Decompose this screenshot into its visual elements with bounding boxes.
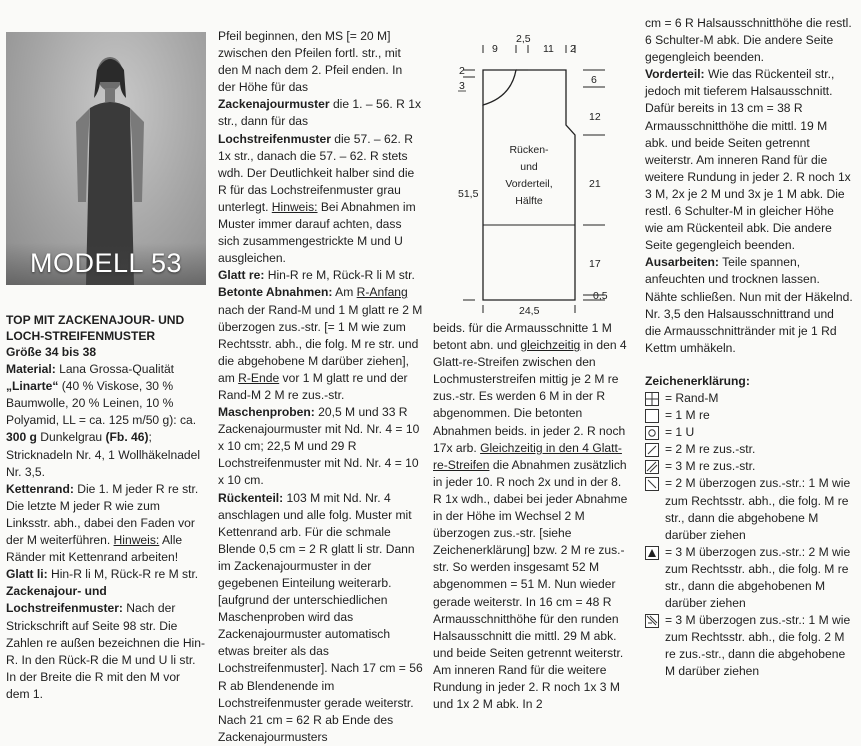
material-quantity: 300 g xyxy=(6,430,37,445)
three-m-ueberzogen-b-icon xyxy=(645,614,659,628)
armausschnitt-paragraph xyxy=(433,320,633,713)
text-run: Pfeil beginnen, den MS [= 20 M] zwischen den Pfeilen fortl. str., mit den M nach dem 2. Pfeil enden. In der Höhe für das xyxy=(218,29,403,95)
text-run: die Abnahmen zusätzlich in jeder 10. R noch 2x und in der 8. R 1x wdh., dabei bei jeder Abnahme in der Höhe im Wechsel 2 M überzogen zus.-str. [siehe Zeichenerklärung] bzw. 2 M re zus.-str. So werden insgesamt 52 M abgenommen = 51 M. Nun wieder gerade weiterstr. In 16 cm = 48 R Armausschnitthöhe für den runden Halsausschnitt die mittl. 29 M abk. und beide Seiten getrennt weiterstr. Am inneren Rand für die weitere Rundung in jeder 2. R noch 1x 3 M und 1x 2 M abk. In 2 xyxy=(433,457,628,712)
vorderteil-paragraph xyxy=(645,66,853,254)
gleichzeitig-glatt-re-term: Gleichzeitig in den 4 Glatt-re-Streifen xyxy=(433,440,622,472)
kettenrand-label: Kettenrand: xyxy=(6,481,74,496)
glatt-li-text: Hin-R li M, Rück-R re M str. xyxy=(47,567,199,582)
r-anfang-term: R-Anfang xyxy=(356,285,408,300)
legend-item xyxy=(645,441,853,458)
glatt-li-label: Glatt li: xyxy=(6,567,48,582)
legend-text: = 1 M re xyxy=(665,408,710,423)
legend-item xyxy=(645,424,853,441)
dim-right-6: 6 xyxy=(591,74,597,86)
three-m-re-zus-icon xyxy=(645,460,659,474)
column-3 xyxy=(433,320,633,713)
model-caption: MODELL 53 xyxy=(6,243,206,285)
column-4 xyxy=(645,15,853,681)
dim-top-11: 11 xyxy=(543,43,554,55)
gleichzeitig-term: gleichzeitig xyxy=(520,338,581,353)
material-label: Material: xyxy=(6,362,56,377)
three-m-ueberzogen-a-icon xyxy=(645,546,659,560)
text-run: vor 1 M glatt re und der Rand-M 2 M re zus.-str. xyxy=(218,370,408,402)
text-run: die 1. – 56. R 1x str., dann für das xyxy=(218,97,422,129)
symbol-legend xyxy=(645,373,853,681)
pattern-sizes: Größe 34 bis 38 xyxy=(6,345,97,359)
dim-right-12: 12 xyxy=(589,111,601,123)
halsausschnitt-paragraph: cm = 6 R Halsausschnitthöhe die restl. 6 Schulter-M abk. Die andere Seite gegengleich beenden. xyxy=(645,16,852,65)
legend-text: = 2 M überzogen zus.-str.: 1 M wie zum Rechtsstr. abh., die folg. M re str., dann die abgehobene M darüber ziehen xyxy=(665,476,851,542)
legend-item xyxy=(645,612,853,680)
ausarbeiten-text: Teile spannen, anfeuchten und trocknen lassen. Nähte schließen. Nun mit der Häkelnd. Nr. 3,5 den Halsausschnittrand und die Armausschnittränder mit je 1 Rd Kettm umhäkeln. xyxy=(645,255,853,355)
hinweis-label: Hinweis: xyxy=(113,533,160,548)
schematic-label-2: und xyxy=(520,161,538,173)
rueckenteil-label: Rückenteil: xyxy=(218,490,284,505)
legend-text: = 3 M überzogen zus.-str.: 1 M wie zum Rechtsstr. abh., die folg. 2 M re zus.-str., dann die abgehobene M darüber ziehen xyxy=(665,613,851,679)
two-m-ueberzogen-icon xyxy=(645,477,659,491)
garment-schematic xyxy=(433,25,633,320)
legend-item xyxy=(645,544,853,612)
vorderteil-text: Wie das Rückenteil str., jedoch mit tieferem Halsausschnitt. Dafür bereits in 13 cm = 38 R Armausschnitthöhe die mittl. 19 M abk. und beide Seiten getrennt weiterstr. Am inneren Rand für die weitere Rundung in jeder 2. R noch 1x 3 M, 2x je 2 M und 3x je 1 M abk. Die restl. 6 Schulter-M in gleicher Höhe wie am Rückenteil abk. Die andere Seite gegengleich beenden. xyxy=(645,67,851,253)
vorderteil-label: Vorderteil: xyxy=(645,67,705,82)
betonte-abnahmen-paragraph xyxy=(218,284,423,404)
rueckenteil-paragraph xyxy=(218,490,423,746)
glatt-re-text: Hin-R re M, Rück-R li M str. xyxy=(264,268,415,283)
material-text: Lana Grossa-Qualität xyxy=(55,362,175,377)
schematic-label-1: Rücken- xyxy=(509,144,549,156)
zackenajour-paragraph xyxy=(6,583,206,703)
betonte-abnahmen-label: Betonte Abnahmen: xyxy=(218,285,333,300)
kettenrand-paragraph xyxy=(6,481,206,566)
two-m-re-zus-icon xyxy=(645,443,659,457)
pattern-continued-paragraph xyxy=(218,28,423,267)
maschenproben-paragraph xyxy=(218,404,423,489)
material-color-number: (Fb. 46) xyxy=(105,430,149,445)
pattern-title: TOP MIT ZACKENAJOUR- UND LOCH-STREIFENMUSTER xyxy=(6,313,185,343)
legend-text: = 3 M re zus.-str. xyxy=(665,459,756,474)
dim-right-0-5: 0,5 xyxy=(593,290,608,302)
dim-left-2: 2 xyxy=(459,65,465,77)
dim-top-9: 9 xyxy=(492,43,498,55)
maschenproben-text: 20,5 M und 33 R Zackenajourmuster mit Nd. Nr. 4 = 10 x 10 cm; 22,5 M und 29 R Lochstreifenmuster mit Nd. Nr. 4 = 10 x 10 cm. xyxy=(218,405,420,488)
dim-right-21: 21 xyxy=(589,178,601,190)
text-run: Bei Abnahmen im Muster immer darauf achten, dass sich zusammengestrickte M und U ausgleichen. xyxy=(218,199,416,266)
kettenrand-text: Die 1. M jeder R re str. Die letzte M jeder R wie zum Linksstr. abh., dabei den Faden vor der M weiterführen. xyxy=(6,481,199,548)
maschenproben-label: Maschenproben: xyxy=(218,405,315,420)
material-text: Dunkelgrau xyxy=(36,430,106,445)
legend-item xyxy=(645,458,853,475)
legend-text: = Rand-M xyxy=(665,390,719,405)
legend-text: = 1 U xyxy=(665,425,695,440)
model-photo xyxy=(6,32,206,285)
text-run: beids. für die Armausschnitte 1 M betont abn. und xyxy=(433,321,612,353)
schematic-label-4: Hälfte xyxy=(515,195,543,207)
zackenajour-text: Nach der Strickschrift auf Seite 98 str. Die Zahlen re außen bezeichnen die Hin-R. In den Rück-R die M und U li str. In der Breite die R mit den M vor dem 1. xyxy=(6,601,205,701)
legend-text: = 3 M überzogen zus.-str.: 2 M wie zum Rechtsstr. abh., die folg. M re str., dann die abgehobenen M darüber ziehen xyxy=(665,544,851,611)
material-text: (40 % Viskose, 30 % Baumwolle, 20 % Leinen, 10 % Polyamid, LL = ca. 125 m/50 g): ca. xyxy=(6,379,197,428)
glatt-re-label: Glatt re: xyxy=(218,268,265,283)
legend-item xyxy=(645,475,853,543)
dim-left-3: 3 xyxy=(459,80,465,92)
hinweis-text: Alle Ränder mit Kettenrand arbeiten! xyxy=(6,533,183,565)
dim-bottom-24-5: 24,5 xyxy=(519,305,540,317)
ausarbeiten-paragraph xyxy=(645,254,853,357)
rueckenteil-text: 103 M mit Nd. Nr. 4 anschlagen und alle folg. Muster mit Kettenrand arb. Für die schmale Blende 0,5 cm = 2 R glatt li str. Dann im Zackenajourmuster in der gegebenen Einteilung weiterarb. [aufgrund der unterschiedlichen Maschenproben wird das Zackenajourmuster automatisch etwas breiter als das Lochstreifenmuster]. Nach 17 cm = 56 R ab Blendenende im Lochstreifenmuster gerade weiterstr. Nach 21 cm = 62 R ab Ende des Zackenajourmusters xyxy=(218,490,423,744)
zackenajour-label: Zackenajour- und Lochstreifenmuster: xyxy=(6,584,123,616)
legend-title: Zeichenerklärung: xyxy=(645,373,750,388)
material-text: ; Stricknadeln Nr. 4, 1 Wollhäkelnadel Nr. 3,5. xyxy=(6,430,201,479)
text-run: die 57. – 62. R 1x str., danach die 57. – 62. R stets wdh. Der Deutlichkeit halber sind die R für das Lochstreifenmuster grau unterlegt. xyxy=(218,131,415,214)
column-1 xyxy=(6,0,206,703)
legend-item xyxy=(645,390,853,407)
text-run: Am xyxy=(332,285,357,300)
text-run: nach der Rand-M und 1 M glatt re 2 M überzogen zus.-str. [= 1 M wie zum Rechtsstr. abh., die folg. M re str. und die abgehobene M darüber ziehen], am xyxy=(218,302,423,385)
hinweis-label: Hinweis: xyxy=(271,199,318,214)
dim-top-2: 2 xyxy=(570,43,576,55)
glatt-li-paragraph xyxy=(6,566,206,583)
material-paragraph xyxy=(6,361,206,481)
dim-top-2-5: 2,5 xyxy=(516,33,531,45)
glatt-re-paragraph xyxy=(218,267,423,284)
schematic-label-3: Vorderteil, xyxy=(505,178,553,190)
column-2 xyxy=(218,28,423,746)
schematic-svg xyxy=(433,25,633,320)
text-run: in den 4 Glatt-re-Streifen zwischen den Lochmusterstreifen mittig je 2 M re zus.-str. Es werden 6 M in der R abgenommen. Die betonten Abnahmen beids. in jeder 2. R noch 17x arb. xyxy=(433,338,627,455)
u-icon xyxy=(645,426,659,440)
term-zackenajourmuster: Zackenajourmuster xyxy=(218,97,330,112)
legend-item xyxy=(645,407,853,424)
dim-right-17: 17 xyxy=(589,258,601,270)
ausarbeiten-label: Ausarbeiten: xyxy=(645,255,719,270)
legend-text: = 2 M re zus.-str. xyxy=(665,442,756,457)
material-yarn: „Linarte“ xyxy=(6,379,59,394)
dim-left-51-5: 51,5 xyxy=(458,188,479,200)
rand-m-icon xyxy=(645,392,659,406)
r-ende-term: R-Ende xyxy=(238,370,280,385)
term-lochstreifenmuster: Lochstreifenmuster xyxy=(218,131,331,146)
m-re-icon xyxy=(645,409,659,423)
